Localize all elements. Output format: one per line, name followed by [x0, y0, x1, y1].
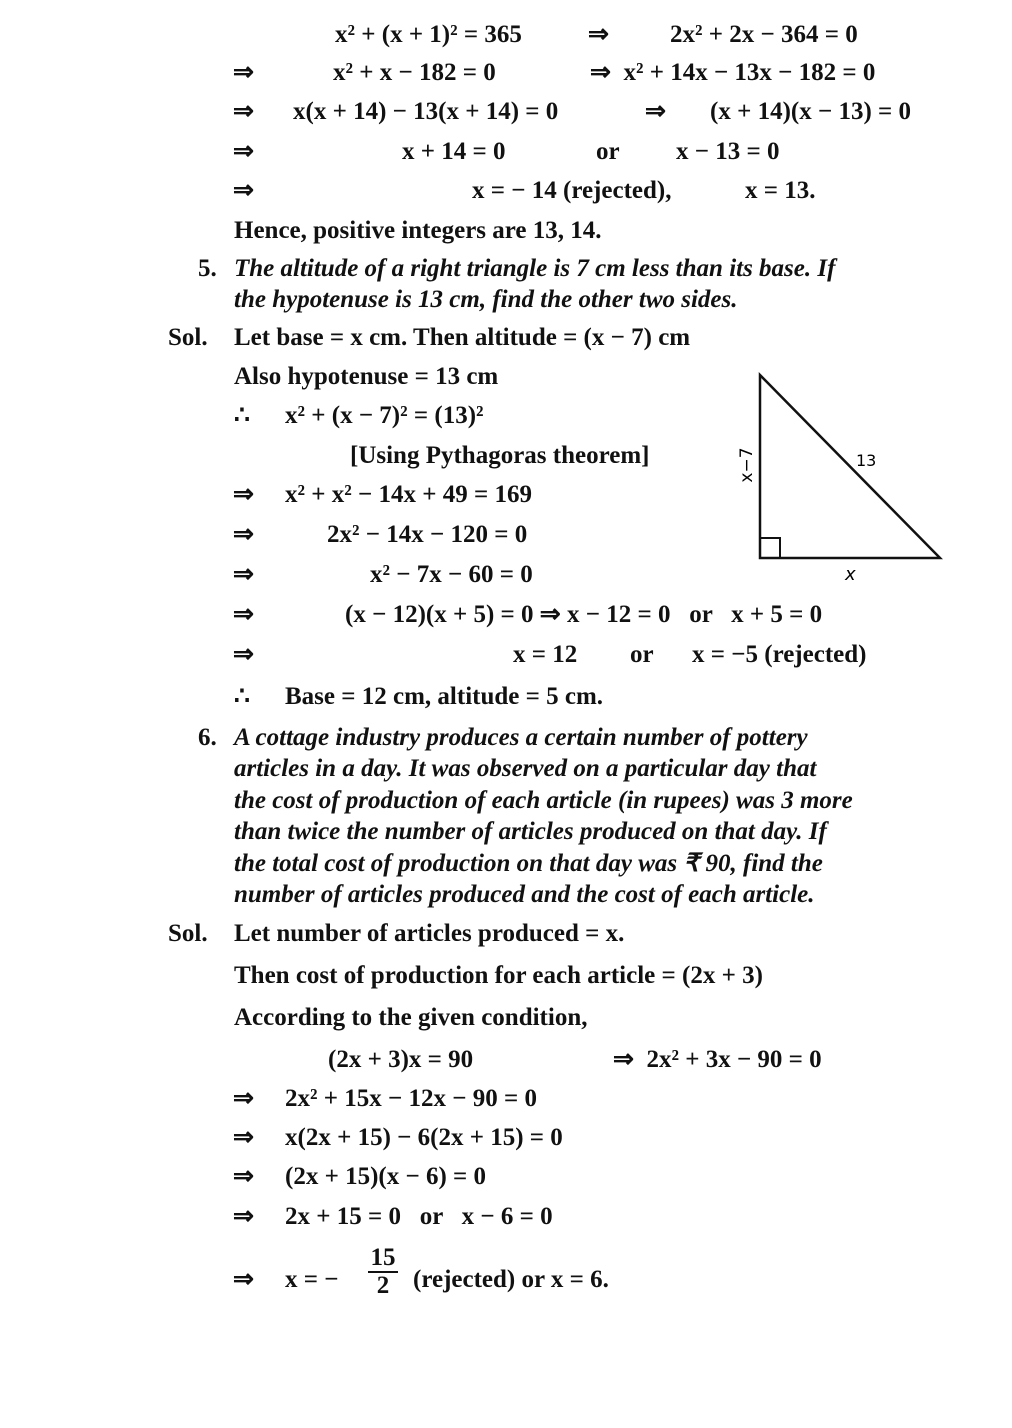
- equation: 2x² − 14x − 120 = 0: [327, 521, 528, 548]
- note: [Using Pythagoras theorem]: [350, 442, 650, 469]
- implies-symbol: ⇒: [233, 59, 254, 86]
- question-text: the cost of production of each article (in rupees) was 3 more: [234, 787, 853, 814]
- solution-line: Let number of articles produced = x.: [234, 920, 625, 947]
- solution-label: Sol.: [168, 920, 208, 947]
- solution-label: Sol.: [168, 324, 208, 351]
- solution-line: According to the given condition,: [234, 1004, 588, 1031]
- solution-line: Let base = x cm. Then altitude = (x − 7) cm: [234, 324, 691, 351]
- implies-symbol: ⇒: [233, 1266, 254, 1293]
- equation: ⇒ x² + 14x − 13x − 182 = 0: [590, 59, 876, 86]
- equation: x² + (x − 7)² = (13)²: [285, 402, 484, 429]
- equation: (2x + 3)x = 90: [328, 1046, 474, 1073]
- equation: x = −: [285, 1266, 339, 1293]
- equation: x = 13.: [745, 177, 816, 204]
- implies-symbol: ⇒: [233, 1163, 254, 1190]
- question-text: A cottage industry produces a certain number of pottery: [234, 724, 808, 751]
- implies-symbol: ⇒: [233, 481, 254, 508]
- equation: x² + x − 182 = 0: [333, 59, 496, 86]
- implies-symbol: ⇒: [233, 521, 254, 548]
- question-text: the hypotenuse is 13 cm, find the other two sides.: [234, 286, 738, 313]
- equation: (x − 12)(x + 5) = 0 ⇒ x − 12 = 0 or x + 5 = 0: [345, 601, 823, 628]
- base-label: x: [845, 564, 856, 585]
- equation: x = 12: [513, 641, 578, 668]
- equation: x + 14 = 0: [402, 138, 506, 165]
- equation: (rejected) or x = 6.: [413, 1266, 609, 1293]
- solution-line: Also hypotenuse = 13 cm: [234, 363, 499, 390]
- question-text: than twice the number of articles produced on that day. If: [234, 818, 827, 845]
- conclusion: Base = 12 cm, altitude = 5 cm.: [285, 683, 604, 710]
- denominator: 2: [368, 1271, 398, 1299]
- implies-symbol: ⇒: [233, 641, 254, 668]
- or-text: or: [596, 138, 620, 165]
- equation: 2x² + 15x − 12x − 90 = 0: [285, 1085, 537, 1112]
- therefore-symbol: ∴: [234, 402, 250, 429]
- question-text: number of articles produced and the cost of each article.: [234, 881, 815, 908]
- solution-line: Then cost of production for each article = (2x + 3): [234, 962, 763, 989]
- equation: x(2x + 15) − 6(2x + 15) = 0: [285, 1124, 563, 1151]
- numerator: 15: [370, 1244, 396, 1271]
- equation: x² − 7x − 60 = 0: [370, 561, 533, 588]
- triangle-shape: [760, 375, 940, 558]
- implies-symbol: ⇒: [588, 21, 609, 48]
- equation: 2x² + 2x − 364 = 0: [670, 21, 858, 48]
- equation: x = −5 (rejected): [692, 641, 867, 668]
- equation: x = − 14 (rejected),: [472, 177, 672, 204]
- right-triangle-figure: [720, 370, 960, 590]
- question-number: 5.: [198, 255, 217, 282]
- implies-symbol: ⇒: [233, 561, 254, 588]
- equation: x² + x² − 14x + 49 = 169: [285, 481, 532, 508]
- question-text: articles in a day. It was observed on a particular day that: [234, 755, 817, 782]
- implies-symbol: ⇒: [233, 601, 254, 628]
- implies-symbol: ⇒: [233, 177, 254, 204]
- or-text: or: [630, 641, 654, 668]
- equation: 2x + 15 = 0 or x − 6 = 0: [285, 1203, 553, 1230]
- right-angle-marker: [760, 538, 780, 558]
- implies-symbol: ⇒: [645, 98, 666, 125]
- equation: x(x + 14) − 13(x + 14) = 0: [293, 98, 559, 125]
- vertical-side-label: x−7: [737, 447, 757, 483]
- question-text: the total cost of production on that day was ₹ 90, find the: [234, 850, 823, 877]
- hypotenuse-label: 13: [856, 451, 877, 470]
- equation: (2x + 15)(x − 6) = 0: [285, 1163, 487, 1190]
- question-number: 6.: [198, 724, 217, 751]
- conclusion: Hence, positive integers are 13, 14.: [234, 217, 602, 244]
- equation: x² + (x + 1)² = 365: [335, 21, 522, 48]
- implies-symbol: ⇒: [233, 138, 254, 165]
- question-text: The altitude of a right triangle is 7 cm less than its base. If: [234, 255, 836, 282]
- implies-symbol: ⇒: [233, 1124, 254, 1151]
- fraction: [368, 1245, 398, 1299]
- equation: (x + 14)(x − 13) = 0: [710, 98, 912, 125]
- implies-symbol: ⇒: [233, 1085, 254, 1112]
- implies-symbol: ⇒: [233, 1203, 254, 1230]
- equation: x − 13 = 0: [676, 138, 780, 165]
- therefore-symbol: ∴: [234, 683, 250, 710]
- implies-symbol: ⇒: [233, 98, 254, 125]
- equation: ⇒ 2x² + 3x − 90 = 0: [613, 1046, 822, 1073]
